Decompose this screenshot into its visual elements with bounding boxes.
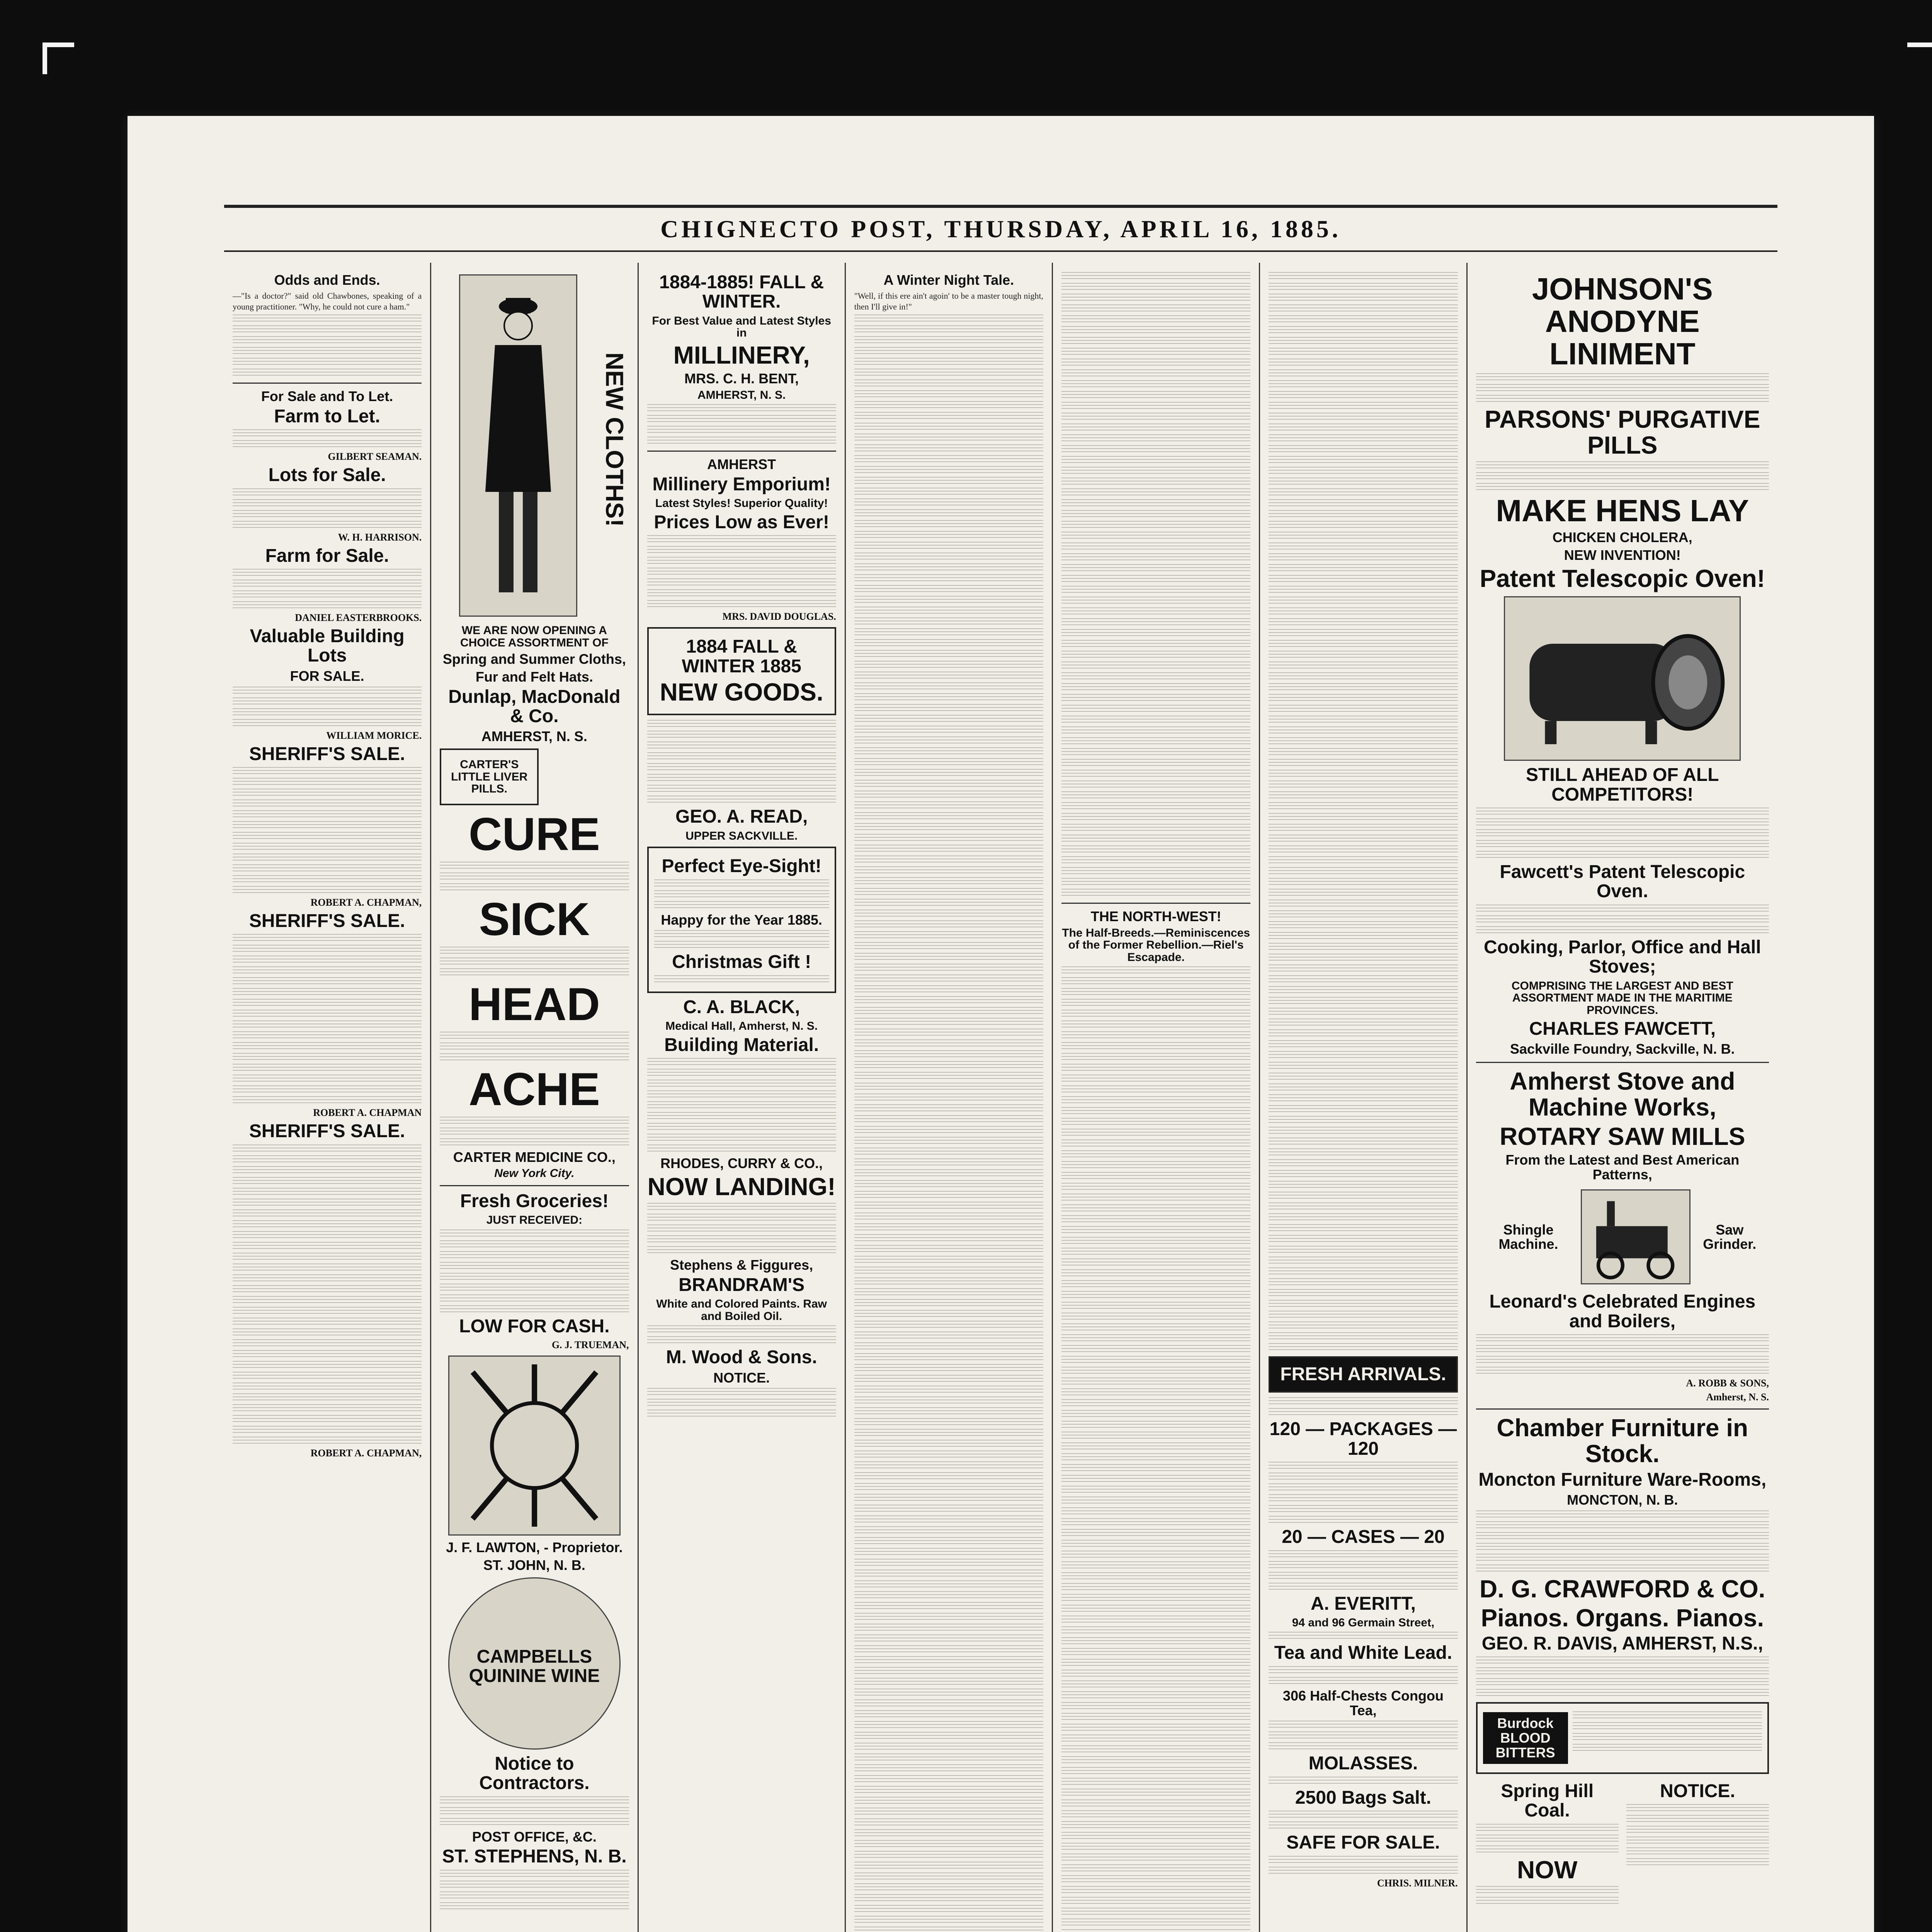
dunlap-firm: Dunlap, MacDonald & Co. [448,686,621,726]
valuable-for-sale: FOR SALE. [290,668,364,684]
robb-city: Amherst, N. S. [1706,1391,1769,1403]
read-city: UPPER SACKVILLE. [685,829,798,842]
leonard-engines: Leonard's Celebrated Engines and Boilers, [1489,1291,1756,1332]
farm-for-sale: Farm for Sale. [265,545,389,566]
happy-year: Happy for the Year 1885. [661,912,822,928]
millinery: MILLINERY, [673,341,810,369]
column-1 [224,263,431,1932]
molasses: MOLASSES. [1308,1753,1418,1774]
new-cloths-vertical: NEW CLOTHS! [600,352,629,527]
fresh-arrivals: FRESH ARRIVALS. [1280,1364,1446,1384]
column-4 [846,263,1053,1932]
new-goods: NEW GOODS. [660,678,823,706]
cure-word: CURE [468,808,600,860]
column-2 [431,263,638,1932]
odds-title: Odds and Ends. [274,272,380,288]
col7-notice: NOTICE. [1660,1781,1735,1801]
column-7 [1468,263,1777,1932]
lawton-city: ST. JOHN, N. B. [483,1557,585,1573]
fresh-groceries: Fresh Groceries! [460,1190,609,1211]
man-in-coat-illustration [459,274,577,617]
still-ahead: STILL AHEAD OF ALL COMPETITORS! [1526,765,1719,805]
stephens-figgures: Stephens & Figgures, [670,1257,813,1273]
ache-word: ACHE [468,1063,600,1115]
fresh-arrivals-box [1269,1356,1458,1393]
carters-box [440,748,539,805]
burdock-logo: Burdock BLOOD BITTERS [1483,1712,1568,1764]
post-office: POST OFFICE, &C. [472,1828,597,1845]
cases-20: 20 — CASES — 20 [1282,1527,1445,1548]
valuable-lots: Valuable Building Lots [250,626,405,666]
black-name: C. A. BLACK, [683,997,800,1017]
sackville-foundry: Sackville Foundry, Sackville, N. B. [1510,1041,1735,1057]
low-for-cash: LOW FOR CASH. [459,1316,610,1337]
spring-hill-coal: Spring Hill Coal. [1501,1781,1594,1821]
sheriff-sale-2: SHERIFF'S SALE. [249,911,405,932]
sheriff-sale-1: SHERIFF'S SALE. [249,743,405,764]
trueman-signature: G. J. TRUEMAN, [551,1339,629,1351]
robb-signature: A. ROBB & SONS, [1686,1378,1769,1389]
opening-notice: WE ARE NOW OPENING A CHOICE ASSORTMENT OF [460,624,609,649]
parsons-pills: PARSONS' PURGATIVE PILLS [1485,405,1760,459]
head-word: HEAD [468,978,600,1030]
new-goods-box [647,627,836,715]
latest-styles: Latest Styles! Superior Quality! [655,497,828,510]
lots-signature: W. H. HARRISON. [338,531,422,543]
engine-illustration [1581,1189,1690,1284]
quinine-label: CAMPBELLS QUININE WINE [469,1646,600,1687]
masthead: CHIGNECTO POST, THURSDAY, APRIL 16, 1885. [224,205,1777,252]
burdock-box [1476,1702,1769,1774]
paints-oil: White and Colored Paints. Raw and Boiled Oil. [656,1298,827,1323]
farm-sale-signature: DANIEL EASTERBROOKS. [295,612,422,624]
sheriff-3-signature: ROBERT A. CHAPMAN, [310,1447,422,1459]
farm-to-let: Farm to Let. [274,406,380,427]
shingle-machine: Shingle Machine. [1498,1221,1558,1252]
newspaper-page [128,116,1874,1932]
moncton-warerooms: Moncton Furniture Ware-Rooms, [1478,1469,1767,1490]
odds-text: —"Is a doctor?" said old Chawbones, speaking of a young practitioner. "Why, he could not cure a ham." [233,291,422,311]
fur-hats: Fur and Felt Hats. [475,668,593,685]
millinery-emporium: Millinery Emporium! [652,474,831,495]
saw-grinder: Saw Grinder. [1703,1221,1757,1252]
read-name: GEO. A. READ, [675,806,808,827]
spring-cloths: Spring and Summer Cloths, [442,651,626,667]
chicken-cholera: CHICKEN CHOLERA, [1552,529,1692,546]
northwest-heading: THE NORTH-WEST! [1090,908,1221,924]
christmas-gift: Christmas Gift ! [672,952,811,973]
oven-illustration [1504,596,1741,761]
charles-fawcett: CHARLES FAWCETT, [1529,1019,1716,1039]
column-6 [1260,263,1467,1932]
lawton-proprietor: J. F. LAWTON, - Proprietor. [446,1539,623,1556]
crop-mark-top-left [43,43,74,74]
douglas-signature: MRS. DAVID DOUGLAS. [722,611,836,622]
davis-amherst: GEO. R. DAVIS, AMHERST, N.S., [1481,1633,1763,1654]
just-received: JUST RECEIVED: [486,1214,583,1227]
column-5 [1053,263,1260,1932]
cooking-stoves: Cooking, Parlor, Office and Hall Stoves; [1484,937,1761,977]
for-sale-title: For Sale and To Let. [261,388,393,405]
sheriff-sale-3: SHERIFF'S SALE. [249,1121,405,1142]
crop-mark-top-right [1907,43,1932,74]
building-material: Building Material. [664,1034,819,1055]
carters-label: CARTER'S LITTLE LIVER PILLS. [451,758,528,796]
farm-to-let-signature: GILBERT SEAMAN. [328,451,422,463]
brandrams: BRANDRAM'S [679,1274,805,1295]
amherst-stove-works: Amherst Stove and Machine Works, [1510,1067,1735,1121]
sheriff-2-signature: ROBERT A. CHAPMAN [313,1107,422,1119]
fall-winter-heading: 1884-1885! FALL & WINTER. [659,272,824,312]
everitt-name: A. EVERITT, [1310,1593,1416,1614]
safe-for-sale: SAFE FOR SALE. [1286,1832,1440,1853]
winter-tale-title: A Winter Night Tale. [883,272,1014,288]
milner-signature: CHRIS. MILNER. [1377,1877,1458,1889]
tea-white-lead: Tea and White Lead. [1274,1643,1452,1663]
columns [224,263,1777,1932]
sheriff-1-signature: ROBERT A. CHAPMAN, [310,897,422,908]
eyesight-box [647,847,836,993]
carter-city: New York City. [494,1167,575,1180]
quinine-wine-seal [448,1577,621,1750]
bent-city: AMHERST, N. S. [697,388,786,401]
rhodes-curry: RHODES, CURRY & CO., [660,1155,823,1172]
crawford-co: D. G. CRAWFORD & CO. [1480,1575,1765,1603]
sick-word: SICK [479,893,590,945]
col3-notice: NOTICE. [713,1369,770,1386]
half-chests: 306 Half-Chests Congou Tea, [1282,1687,1444,1718]
prices-low: Prices Low as Ever! [654,512,829,532]
largest-assortment: COMPRISING THE LARGEST AND BEST ASSORTMENT MADE IN THE MARITIME PROVINCES. [1511,979,1733,1017]
bent-name: MRS. C. H. BENT, [684,370,799,386]
now-landing: NOW LANDING! [647,1172,836,1201]
make-hens-lay: MAKE HENS LAY [1496,493,1749,528]
dunlap-city: AMHERST, N. S. [481,728,587,745]
moncton-city: MONCTON, N. B. [1567,1492,1678,1508]
halfbreeds-subheading: The Half-Breeds.—Reminiscences of the Former Rebellion.—Riel's Escapade. [1062,926,1250,964]
bottle-illustration [448,1355,621,1536]
patent-oven: Patent Telescopic Oven! [1480,564,1765,592]
valuable-signature: WILLIAM MORICE. [326,730,422,741]
medical-hall: Medical Hall, Amherst, N. S. [665,1020,818,1033]
year-heading: 1884 FALL & WINTER 1885 [682,636,801,677]
notice-contractors: Notice to Contractors. [479,1753,590,1794]
pianos-organs: Pianos. Organs. Pianos. [1481,1604,1764,1632]
american-patterns: From the Latest and Best American Patterns, [1505,1151,1740,1182]
germain-street: 94 and 96 Germain Street, [1292,1616,1435,1629]
column-3 [639,263,846,1932]
winter-tale-opening: "Well, if this ere ain't agoin' to be a master tough night, then I'll give in!" [854,291,1044,311]
now-word: NOW [1517,1855,1578,1884]
carter-company: CARTER MEDICINE CO., [453,1149,616,1165]
amherst-heading: AMHERST [707,456,776,473]
eyesight: Perfect Eye-Sight! [662,856,821,877]
lots-for-sale: Lots for Sale. [268,465,386,486]
packages-120: 120 — PACKAGES — 120 [1269,1419,1457,1459]
johnsons-liniment: JOHNSON'S ANODYNE LINIMENT [1532,272,1713,371]
fawcett-oven: Fawcett's Patent Telescopic Oven. [1500,861,1745,902]
rotary-saw-mills: ROTARY SAW MILLS [1500,1122,1745,1150]
chamber-furniture: Chamber Furniture in Stock. [1497,1414,1748,1468]
new-invention: NEW INVENTION! [1564,547,1681,563]
best-value: For Best Value and Latest Styles in [652,314,831,340]
st-stephens: ST. STEPHENS, N. B. [442,1846,627,1867]
wood-sons: M. Wood & Sons. [666,1347,817,1368]
bags-salt: 2500 Bags Salt. [1295,1787,1432,1808]
